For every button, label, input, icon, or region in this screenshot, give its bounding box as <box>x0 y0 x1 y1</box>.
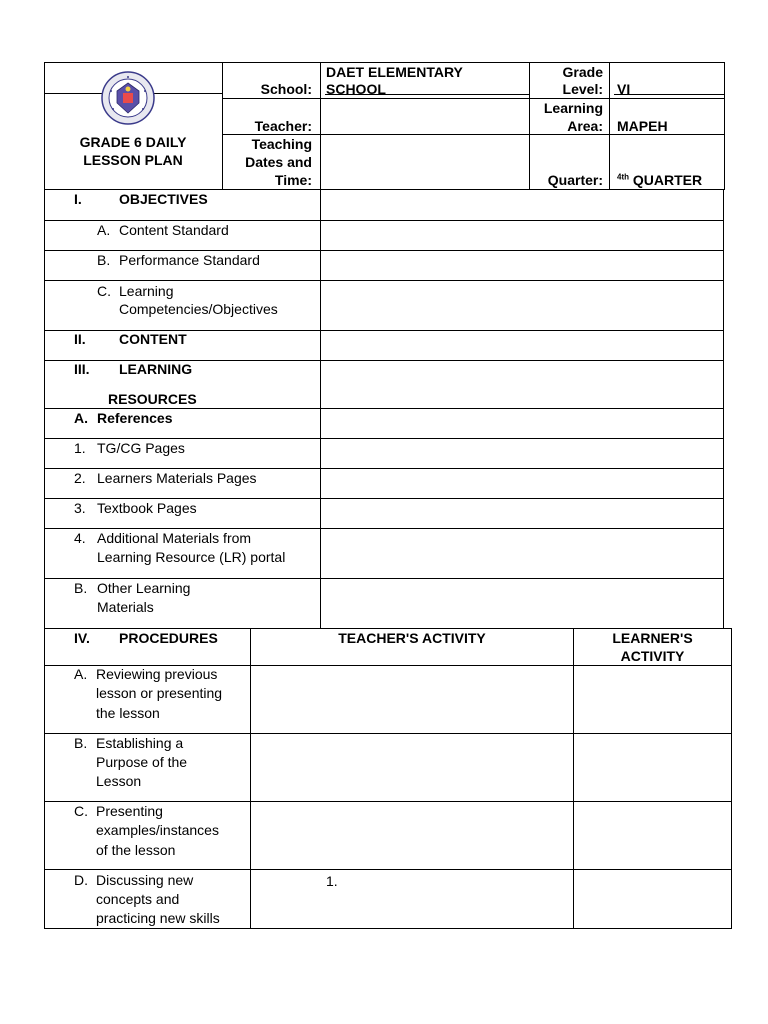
procedure-b-number: B. <box>74 735 88 751</box>
references-label: References <box>97 410 173 426</box>
tg-cg-pages-label: TG/CG Pages <box>97 440 185 456</box>
grade-label-line1: Grade <box>562 64 603 80</box>
resources-number: III. <box>74 361 90 377</box>
area-label-line1: Learning <box>543 100 603 116</box>
procedure-c-line2: examples/instances <box>96 822 219 838</box>
school-label: School: <box>260 81 312 97</box>
area-value: MAPEH <box>617 118 668 134</box>
competencies-label-line1: Learning <box>119 283 174 299</box>
procedure-b-line2: Purpose of the <box>96 754 188 770</box>
content-standard-label: Content Standard <box>119 222 229 238</box>
procedure-c-number: C. <box>74 803 88 819</box>
procedures-number: IV. <box>74 630 90 646</box>
learners-materials-number: 2. <box>74 470 86 486</box>
teaching-label-line1: Teaching <box>251 136 312 152</box>
references-number: A. <box>74 410 88 426</box>
procedure-d-line1: Discussing new <box>96 872 194 888</box>
learner-activity-header-line1: LEARNER'S <box>612 630 693 646</box>
teacher-label: Teacher: <box>254 118 312 134</box>
school-value-line2: SCHOOL <box>326 81 386 97</box>
content-number: II. <box>74 331 86 347</box>
deped-seal-icon <box>101 71 155 125</box>
quarter-superscript: 4th <box>617 172 629 182</box>
procedure-a-line3: the lesson <box>96 705 160 721</box>
lesson-plan-title-line1: GRADE 6 DAILY <box>79 134 187 150</box>
objectives-number: I. <box>74 191 82 207</box>
quarter-text: QUARTER <box>632 172 703 188</box>
performance-standard-label: Performance Standard <box>119 252 260 268</box>
quarter-value <box>617 171 702 190</box>
performance-standard-number: B. <box>97 252 111 268</box>
learner-activity-header-line2: ACTIVITY <box>620 648 685 664</box>
learners-materials-label: Learners Materials Pages <box>97 470 257 486</box>
teacher-activity-header: TEACHER'S ACTIVITY <box>338 630 486 646</box>
procedure-d-number: D. <box>74 872 88 888</box>
procedure-d-line3: practicing new skills <box>96 910 220 926</box>
school-value-line1: DAET ELEMENTARY <box>326 64 463 80</box>
procedure-a-line2: lesson or presenting <box>96 685 223 701</box>
procedure-a-line1: Reviewing previous <box>96 666 218 682</box>
procedures-title: PROCEDURES <box>119 630 218 646</box>
competencies-number: C. <box>97 283 111 299</box>
additional-materials-number: 4. <box>74 530 86 546</box>
quarter-label: Quarter: <box>547 172 603 188</box>
grade-value: VI <box>617 81 631 97</box>
procedure-d-teacher-item: 1. <box>326 873 338 889</box>
content-title: CONTENT <box>119 331 187 347</box>
resources-title-line2: RESOURCES <box>108 391 197 407</box>
textbook-pages-label: Textbook Pages <box>97 500 197 516</box>
procedure-b-line1: Establishing a <box>96 735 184 751</box>
area-label-line2: Area: <box>567 118 603 134</box>
teaching-label-line2: Dates and <box>245 154 312 170</box>
grade-label-line2: Level: <box>562 81 603 97</box>
teaching-label-line3: Time: <box>274 172 312 188</box>
procedure-c-line3: of the lesson <box>96 842 176 858</box>
content-standard-number: A. <box>97 222 111 238</box>
other-materials-line1: Other Learning <box>97 580 191 596</box>
tg-cg-pages-number: 1. <box>74 440 86 456</box>
other-materials-number: B. <box>74 580 88 596</box>
procedure-a-number: A. <box>74 666 88 682</box>
procedure-c-line1: Presenting <box>96 803 163 819</box>
procedure-b-line3: Lesson <box>96 773 142 789</box>
lesson-plan-title-line2: LESSON PLAN <box>83 152 183 168</box>
procedure-d-line2: concepts and <box>96 891 180 907</box>
additional-materials-line1: Additional Materials from <box>97 530 252 546</box>
competencies-label-line2: Competencies/Objectives <box>119 301 278 317</box>
other-materials-line2: Materials <box>97 599 154 615</box>
objectives-title: OBJECTIVES <box>119 191 208 207</box>
additional-materials-line2: Learning Resource (LR) portal <box>97 549 286 565</box>
resources-title-line1: LEARNING <box>119 361 193 377</box>
textbook-pages-number: 3. <box>74 500 86 516</box>
